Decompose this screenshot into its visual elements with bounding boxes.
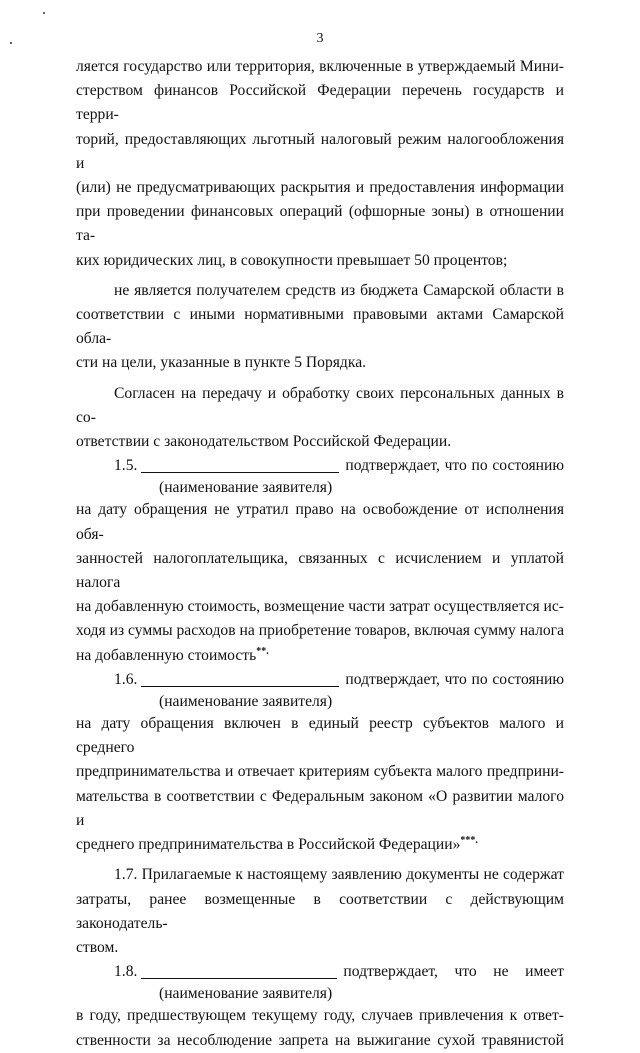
text-line: в году, предшествующем текущему году, случаев привлечения к ответ- <box>76 1007 564 1025</box>
applicant-name-blank <box>141 962 337 979</box>
footnote-mark: ***. <box>460 834 478 846</box>
text-line: сти на цели, указанные в пункте 5 Порядка. <box>76 354 367 372</box>
applicant-name-blank <box>141 670 339 687</box>
text-line: ственности за несоблюдение запрета на выжигание сухой травянистой <box>76 1031 564 1049</box>
text-line: среднего предпринимательства в Российской Федерации»***. <box>76 834 478 854</box>
text-line: ответствии с законодательством Российской Федерации. <box>76 433 452 451</box>
text-line: стерством финансов Российской Федерации перечень государств и терри- <box>76 82 564 124</box>
text-line: мательства в соответствии с Федеральным законом «О развитии малого и <box>76 787 564 829</box>
fill-tail: подтверждает, что по состоянию <box>345 670 564 688</box>
text-line: ляется государство или территория, включенные в утверждаемый Мини- <box>76 58 564 75</box>
text-line: ких юридических лиц, в совокупности превышает 50 процентов; <box>76 251 508 269</box>
text-line: (или) не предусматривающих раскрытия и предоставления информации <box>76 179 564 197</box>
applicant-name-blank <box>141 456 339 473</box>
text-line: Согласен на передачу и обработку своих персональных данных в со- <box>76 384 564 426</box>
text-line: занностей налогоплательщика, связанных с исчислением и уплатой налога <box>76 549 564 592</box>
text-line: на дату обращения включен в единый реестр субъектов малого и среднего <box>76 715 564 757</box>
text-line: не является получателем средств из бюджета Самарской области в <box>114 281 564 299</box>
section-number: 1.8. <box>114 963 138 981</box>
section-number: 1.5. <box>114 457 138 475</box>
page-number: 3 <box>316 31 324 46</box>
section-1-6-fill-row <box>76 668 564 692</box>
text-line: на добавленную стоимость**. <box>76 645 269 664</box>
text-line: на дату обращения не утратил право на освобождение от исполнения обя- <box>76 501 564 543</box>
text-line: соответствии с иными нормативными правовыми актами Самарской обла- <box>76 306 564 348</box>
fill-tail: подтверждает, что по состоянию <box>345 457 564 475</box>
text-line: предпринимательства и отвечает критериям субъекта малого предприни- <box>76 763 564 781</box>
section-1-8-fill-row <box>76 960 564 984</box>
section-number: 1.6. <box>114 670 138 688</box>
blank-caption: (наименование заявителя) <box>159 693 333 711</box>
blank-caption: (наименование заявителя) <box>159 985 333 1003</box>
footnote-mark: **. <box>256 645 269 657</box>
section-1-5-fill-row <box>76 454 564 478</box>
text-line: на добавленную стоимость, возмещение части затрат осуществляется ис- <box>76 598 564 616</box>
scan-speck <box>43 12 45 14</box>
text-line: затраты, ранее возмещенные в соответствии с действующим законодатель- <box>76 890 564 932</box>
text-line: торий, предоставляющих льготный налоговый режим налогообложения и <box>76 130 564 172</box>
text-line: ходя из суммы расходов на приобретение товаров, включая сумму налога <box>76 622 564 640</box>
text-line: 1.7. Прилагаемые к настоящему заявлению документы не содержат <box>114 866 564 884</box>
text-line: при проведении финансовых операций (офшорные зоны) в отношении та- <box>76 203 564 245</box>
text-line: ством. <box>76 938 119 956</box>
fill-tail: подтверждает, что не имеет <box>343 963 564 981</box>
blank-caption: (наименование заявителя) <box>159 479 333 497</box>
document-body <box>76 55 564 1053</box>
